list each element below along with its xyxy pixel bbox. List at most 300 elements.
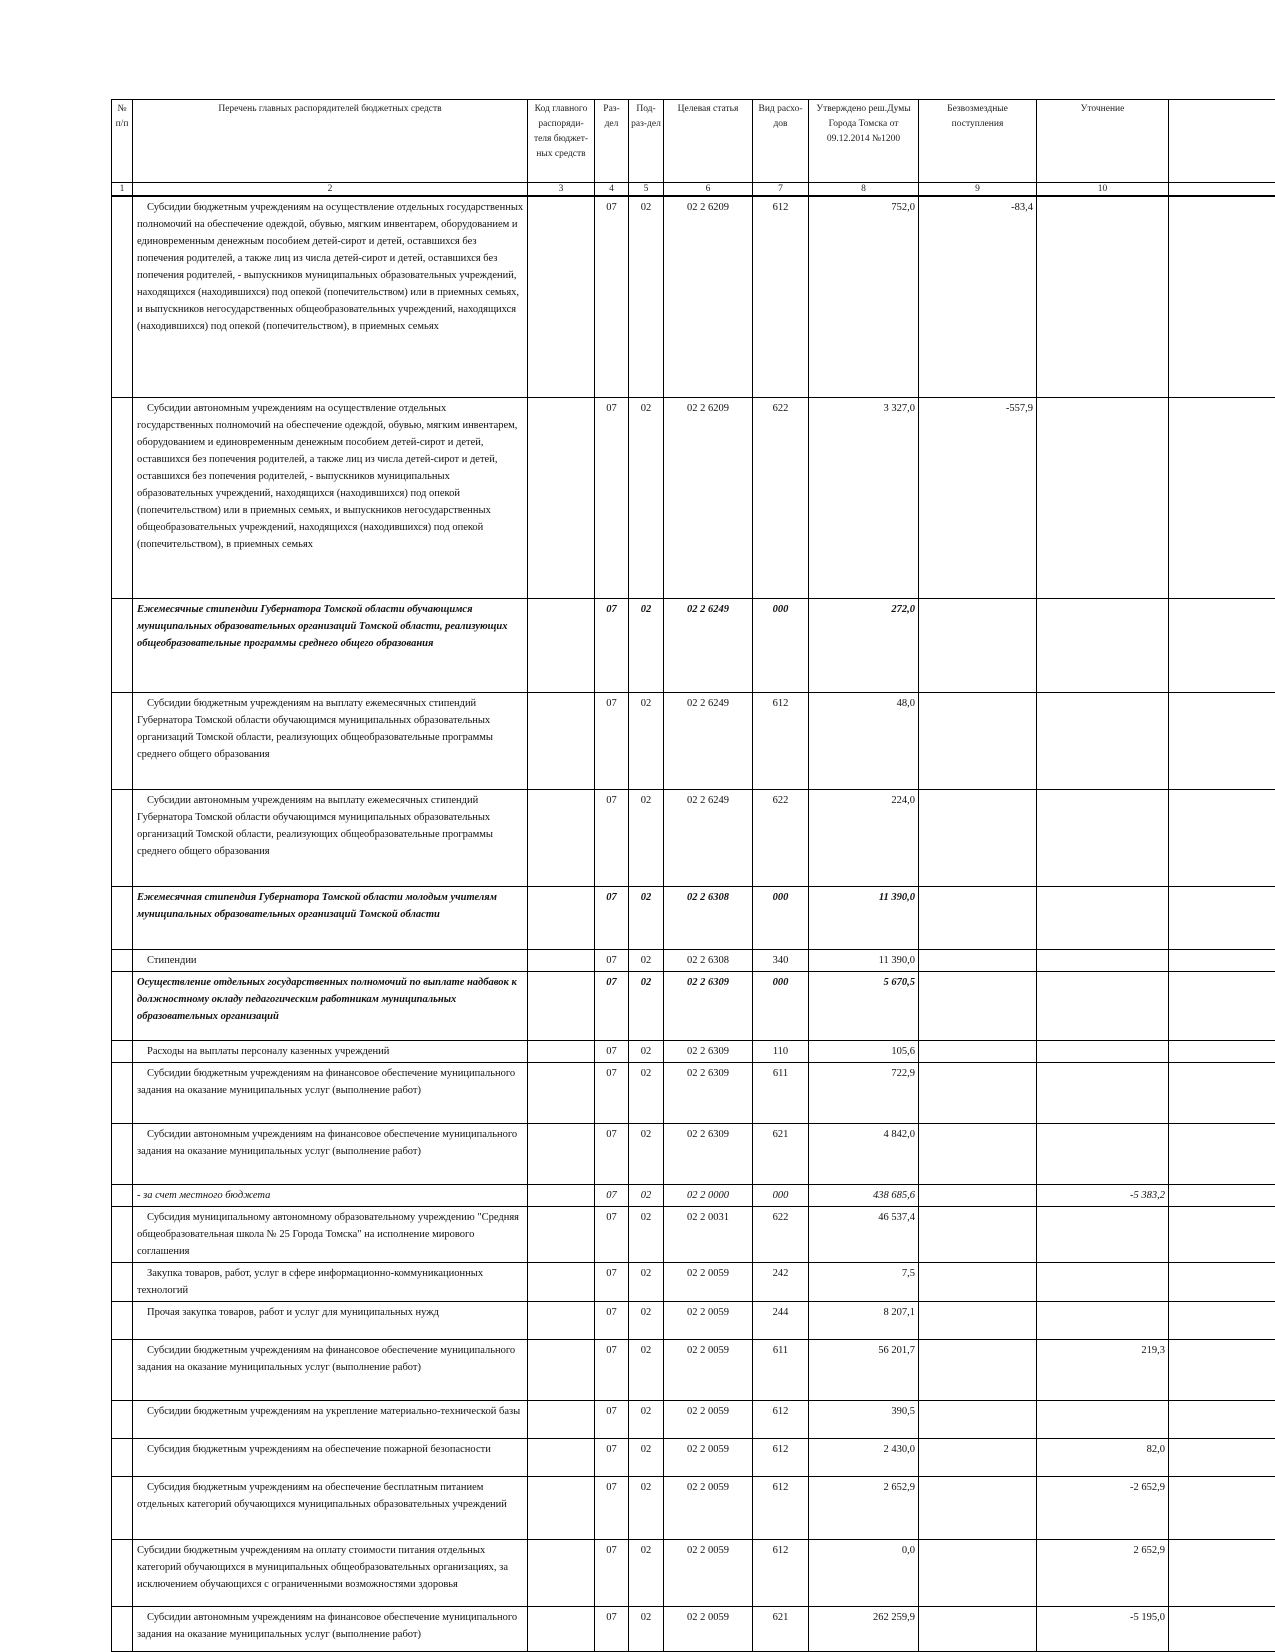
- row-name-cell: [133, 1401, 528, 1439]
- cell-extra: [1169, 1401, 1275, 1439]
- cell-approved: 272,0: [809, 599, 919, 693]
- row-name-text: Ежемесячные стипендии Губернатора Томской области обучающимся муниципальных образовательных организаций Томской области, реализующих общеобразовательные программы среднего общего образования: [137, 601, 524, 652]
- cell-refine: [1037, 1124, 1169, 1185]
- cell-podrazdel: 02: [629, 1401, 664, 1439]
- cell-target: 02 2 0031: [664, 1207, 753, 1263]
- cell-vid: 000: [753, 599, 809, 693]
- cell-razdel: 07: [595, 1439, 629, 1477]
- table-row: [112, 1540, 1275, 1607]
- cell-refine: [1037, 1401, 1169, 1439]
- row-number-cell: [112, 1401, 133, 1439]
- col-num: 1: [112, 183, 133, 197]
- cell-vid: 622: [753, 1207, 809, 1263]
- cell-podrazdel: 02: [629, 1439, 664, 1477]
- cell-razdel: 07: [595, 1041, 629, 1063]
- cell-code: [528, 1124, 595, 1185]
- row-name-text: Субсидии бюджетным учреждениям на осуществление отдельных государственных полномочий на обеспечение одеждой, обувью, мягким инвентарем, оборудованием и единовременным денежным пособием детей-сирот и детей, оставшихся без попечения родителей, а также лиц из числа детей-сирот и детей, оставшихся без попечения родителей, - выпускников муниципальных образовательных учреждений, находящихся (находившихся) под опекой (попечительством) или в приемных семьях, и выпускников негосударственных общеобразовательных учреждений, находящихся (находившихся) под опекой (попечительством), в приемных семьях: [137, 199, 524, 335]
- row-number-cell: [112, 887, 133, 950]
- cell-target: 02 2 0059: [664, 1439, 753, 1477]
- row-name-cell: [133, 1477, 528, 1540]
- cell-approved: 752,0: [809, 196, 919, 398]
- cell-target: 02 2 6309: [664, 972, 753, 1041]
- cell-code: [528, 790, 595, 887]
- row-number-cell: [112, 790, 133, 887]
- cell-podrazdel: 02: [629, 1124, 664, 1185]
- cell-target: 02 2 0059: [664, 1477, 753, 1540]
- cell-razdel: 07: [595, 972, 629, 1041]
- header-vid: Вид расхо-дов: [753, 100, 809, 183]
- cell-refine: [1037, 1302, 1169, 1340]
- cell-code: [528, 972, 595, 1041]
- cell-extra: [1169, 693, 1275, 790]
- cell-approved: 438 685,6: [809, 1185, 919, 1207]
- cell-code: [528, 1401, 595, 1439]
- row-number-cell: [112, 398, 133, 599]
- cell-target: 02 2 6308: [664, 887, 753, 950]
- cell-refine: 82,0: [1037, 1439, 1169, 1477]
- row-name-cell: [133, 1207, 528, 1263]
- table-row: [112, 1263, 1275, 1302]
- row-number-cell: [112, 972, 133, 1041]
- cell-approved: 224,0: [809, 790, 919, 887]
- cell-code: [528, 1540, 595, 1607]
- table-row: [112, 950, 1275, 972]
- row-name-text: Субсидия бюджетным учреждениям на обеспечение бесплатным питанием отдельных категорий обучающихся муниципальных образовательных учреждений: [137, 1479, 524, 1513]
- cell-grants: [919, 972, 1037, 1041]
- cell-podrazdel: 02: [629, 790, 664, 887]
- cell-approved: 4 842,0: [809, 1124, 919, 1185]
- cell-grants: [919, 1207, 1037, 1263]
- header-list: Перечень главных распорядителей бюджетных средств: [133, 100, 528, 183]
- cell-grants: [919, 1124, 1037, 1185]
- cell-grants: [919, 1263, 1037, 1302]
- cell-razdel: 07: [595, 887, 629, 950]
- cell-grants: [919, 1439, 1037, 1477]
- header-approved: Утверждено реш.Думы Города Томска от 09.12.2014 №1200: [809, 100, 919, 183]
- cell-razdel: 07: [595, 1540, 629, 1607]
- table-row: [112, 398, 1275, 599]
- row-name-cell: [133, 1041, 528, 1063]
- row-number-cell: [112, 693, 133, 790]
- header-target: Целевая статья: [664, 100, 753, 183]
- row-number-cell: [112, 950, 133, 972]
- header-number: № п/п: [112, 100, 133, 183]
- header-code: Код главного распоряди-теля бюджет-ных средств: [528, 100, 595, 183]
- cell-refine: -5 195,0: [1037, 1607, 1169, 1652]
- row-number-cell: [112, 1263, 133, 1302]
- cell-target: 02 2 6309: [664, 1041, 753, 1063]
- cell-podrazdel: 02: [629, 1540, 664, 1607]
- col-num: 7: [753, 183, 809, 197]
- row-name-text: Прочая закупка товаров, работ и услуг для муниципальных нужд: [137, 1304, 524, 1321]
- cell-code: [528, 887, 595, 950]
- cell-approved: 2 430,0: [809, 1439, 919, 1477]
- cell-razdel: 07: [595, 1340, 629, 1401]
- cell-razdel: 07: [595, 1063, 629, 1124]
- row-name-text: - за счет местного бюджета: [137, 1187, 524, 1204]
- cell-approved: 262 259,9: [809, 1607, 919, 1652]
- cell-code: [528, 693, 595, 790]
- row-name-text: Осуществление отдельных государственных полномочий по выплате надбавок к должностному окладу педагогическим работникам муниципальных образовательных организаций: [137, 974, 524, 1025]
- cell-approved: 0,0: [809, 1540, 919, 1607]
- cell-extra: [1169, 599, 1275, 693]
- cell-code: [528, 1607, 595, 1652]
- cell-refine: -5 383,2: [1037, 1185, 1169, 1207]
- budget-rows: [112, 196, 1275, 1652]
- cell-razdel: 07: [595, 1124, 629, 1185]
- row-number-cell: [112, 196, 133, 398]
- cell-refine: [1037, 790, 1169, 887]
- cell-vid: 621: [753, 1124, 809, 1185]
- row-name-text: Субсидия муниципальному автономному образовательному учреждению "Средняя общеобразовательная школа № 25 Города Томска" на исполнение мирового соглашения: [137, 1209, 524, 1260]
- cell-podrazdel: 02: [629, 1207, 664, 1263]
- row-name-text: Субсидии автономным учреждениям на финансовое обеспечение муниципального задания на оказание муниципальных услуг (выполнение работ): [137, 1609, 524, 1643]
- cell-podrazdel: 02: [629, 1263, 664, 1302]
- cell-podrazdel: 02: [629, 1063, 664, 1124]
- row-name-cell: [133, 398, 528, 599]
- cell-approved: 390,5: [809, 1401, 919, 1439]
- row-name-text: Расходы на выплаты персоналу казенных учреждений: [137, 1043, 524, 1060]
- cell-razdel: 07: [595, 790, 629, 887]
- cell-extra: [1169, 972, 1275, 1041]
- row-name-cell: [133, 1263, 528, 1302]
- cell-refine: [1037, 887, 1169, 950]
- cell-razdel: 07: [595, 950, 629, 972]
- cell-vid: 612: [753, 1540, 809, 1607]
- cell-approved: 722,9: [809, 1063, 919, 1124]
- row-name-cell: [133, 196, 528, 398]
- cell-vid: 612: [753, 196, 809, 398]
- row-name-text: Субсидии автономным учреждениям на осуществление отдельных государственных полномочий на обеспечение одеждой, обувью, мягким инвентарем, оборудованием и единовременным денежным пособием детей-сирот и детей, оставшихся без попечения родителей, а также лиц из числа детей-сирот и детей, оставшихся без попечения родителей, - выпускников муниципальных образовательных учреждений, находящихся (находившихся) под опекой (попечительством) или в приемных семьях, и выпускников негосударственных общеобразовательных учреждений, находящихся (находившихся) под опекой (попечительством), в приемных семьях: [137, 400, 524, 553]
- row-name-cell: [133, 1302, 528, 1340]
- cell-approved: 105,6: [809, 1041, 919, 1063]
- row-name-text: Субсидии бюджетным учреждениям на финансовое обеспечение муниципального задания на оказание муниципальных услуг (выполнение работ): [137, 1342, 524, 1376]
- cell-vid: 611: [753, 1063, 809, 1124]
- cell-grants: [919, 1063, 1037, 1124]
- row-name-text: Субсидии бюджетным учреждениям на выплату ежемесячных стипендий Губернатора Томской области обучающимся муниципальных образовательных организаций Томской области, реализующих общеобразовательные программы среднего общего образования: [137, 695, 524, 763]
- cell-grants: -83,4: [919, 196, 1037, 398]
- cell-refine: [1037, 1263, 1169, 1302]
- cell-refine: 219,3: [1037, 1340, 1169, 1401]
- cell-grants: [919, 1340, 1037, 1401]
- cell-grants: [919, 887, 1037, 950]
- row-name-text: Субсидии бюджетным учреждениям на финансовое обеспечение муниципального задания на оказание муниципальных услуг (выполнение работ): [137, 1065, 524, 1099]
- cell-target: 02 2 6249: [664, 693, 753, 790]
- col-num: 3: [528, 183, 595, 197]
- cell-grants: [919, 1607, 1037, 1652]
- cell-vid: 622: [753, 790, 809, 887]
- cell-target: 02 2 6309: [664, 1124, 753, 1185]
- cell-vid: 612: [753, 693, 809, 790]
- cell-grants: [919, 950, 1037, 972]
- cell-podrazdel: 02: [629, 887, 664, 950]
- cell-razdel: 07: [595, 1185, 629, 1207]
- cell-code: [528, 1207, 595, 1263]
- table-row: [112, 887, 1275, 950]
- cell-vid: 621: [753, 1607, 809, 1652]
- cell-vid: 340: [753, 950, 809, 972]
- table-row: [112, 1302, 1275, 1340]
- col-num: 8: [809, 183, 919, 197]
- row-number-cell: [112, 599, 133, 693]
- row-name-cell: [133, 1124, 528, 1185]
- cell-approved: 11 390,0: [809, 887, 919, 950]
- cell-grants: [919, 790, 1037, 887]
- cell-podrazdel: 02: [629, 1185, 664, 1207]
- cell-approved: 46 537,4: [809, 1207, 919, 1263]
- cell-podrazdel: 02: [629, 398, 664, 599]
- cell-vid: 612: [753, 1439, 809, 1477]
- cell-refine: [1037, 196, 1169, 398]
- cell-razdel: 07: [595, 398, 629, 599]
- cell-extra: [1169, 1185, 1275, 1207]
- row-number-cell: [112, 1207, 133, 1263]
- cell-grants: [919, 1540, 1037, 1607]
- row-name-cell: [133, 1439, 528, 1477]
- cell-podrazdel: 02: [629, 1340, 664, 1401]
- cell-refine: [1037, 950, 1169, 972]
- cell-code: [528, 1185, 595, 1207]
- row-number-cell: [112, 1477, 133, 1540]
- cell-grants: [919, 1041, 1037, 1063]
- cell-extra: [1169, 887, 1275, 950]
- cell-razdel: 07: [595, 1302, 629, 1340]
- row-name-text: Субсидии автономным учреждениям на финансовое обеспечение муниципального задания на оказание муниципальных услуг (выполнение работ): [137, 1126, 524, 1160]
- cell-grants: [919, 693, 1037, 790]
- cell-target: 02 2 6309: [664, 1063, 753, 1124]
- col-num: 6: [664, 183, 753, 197]
- cell-code: [528, 1477, 595, 1540]
- col-num-extra: [1169, 183, 1275, 197]
- row-name-cell: [133, 1607, 528, 1652]
- cell-extra: [1169, 1041, 1275, 1063]
- row-name-cell: [133, 972, 528, 1041]
- cell-target: 02 2 6249: [664, 790, 753, 887]
- cell-vid: 000: [753, 972, 809, 1041]
- cell-podrazdel: 02: [629, 1607, 664, 1652]
- cell-vid: 000: [753, 1185, 809, 1207]
- header-podrazdel: Под-раз-дел: [629, 100, 664, 183]
- cell-podrazdel: 02: [629, 599, 664, 693]
- cell-code: [528, 1302, 595, 1340]
- cell-extra: [1169, 1207, 1275, 1263]
- cell-razdel: 07: [595, 1263, 629, 1302]
- row-number-cell: [112, 1063, 133, 1124]
- cell-refine: [1037, 1041, 1169, 1063]
- cell-code: [528, 398, 595, 599]
- cell-extra: [1169, 1263, 1275, 1302]
- row-name-text: Субсидии бюджетным учреждениям на оплату стоимости питания отдельных категорий обучающихся в муниципальных общеобразовательных организациях, за исключением обучающихся с ограниченными возможностями здоровья: [137, 1542, 524, 1593]
- cell-refine: 2 652,9: [1037, 1540, 1169, 1607]
- table-row: [112, 1041, 1275, 1063]
- cell-target: 02 2 0059: [664, 1340, 753, 1401]
- cell-razdel: 07: [595, 1477, 629, 1540]
- table-row: [112, 1124, 1275, 1185]
- cell-podrazdel: 02: [629, 1477, 664, 1540]
- cell-podrazdel: 02: [629, 693, 664, 790]
- header-grants: Безвозмездные поступления: [919, 100, 1037, 183]
- cell-refine: [1037, 972, 1169, 1041]
- cell-target: 02 2 6308: [664, 950, 753, 972]
- budget-table: [111, 99, 1275, 1652]
- cell-code: [528, 196, 595, 398]
- row-name-text: Ежемесячная стипендия Губернатора Томской области молодым учителям муниципальных образовательных организаций Томской области: [137, 889, 524, 923]
- cell-grants: [919, 1477, 1037, 1540]
- cell-extra: [1169, 950, 1275, 972]
- table-row: [112, 1340, 1275, 1401]
- cell-code: [528, 1340, 595, 1401]
- cell-podrazdel: 02: [629, 196, 664, 398]
- cell-target: 02 2 0059: [664, 1302, 753, 1340]
- cell-refine: [1037, 1063, 1169, 1124]
- row-name-cell: [133, 790, 528, 887]
- cell-target: 02 2 0000: [664, 1185, 753, 1207]
- row-name-cell: [133, 1340, 528, 1401]
- table-row: [112, 972, 1275, 1041]
- cell-grants: [919, 1302, 1037, 1340]
- cell-target: 02 2 6249: [664, 599, 753, 693]
- table-row: [112, 1063, 1275, 1124]
- row-number-cell: [112, 1607, 133, 1652]
- cell-razdel: 07: [595, 1207, 629, 1263]
- cell-target: 02 2 0059: [664, 1401, 753, 1439]
- cell-refine: [1037, 599, 1169, 693]
- row-number-cell: [112, 1185, 133, 1207]
- table-row: [112, 1477, 1275, 1540]
- cell-razdel: 07: [595, 599, 629, 693]
- col-num: 2: [133, 183, 528, 197]
- row-name-text: Закупка товаров, работ, услуг в сфере информационно-коммуникационных технологий: [137, 1265, 524, 1299]
- cell-vid: 612: [753, 1477, 809, 1540]
- header-row: [112, 100, 1275, 183]
- cell-refine: [1037, 398, 1169, 599]
- cell-podrazdel: 02: [629, 1041, 664, 1063]
- cell-code: [528, 1439, 595, 1477]
- cell-refine: [1037, 693, 1169, 790]
- row-name-cell: [133, 1185, 528, 1207]
- cell-razdel: 07: [595, 693, 629, 790]
- cell-extra: [1169, 790, 1275, 887]
- cell-podrazdel: 02: [629, 1302, 664, 1340]
- cell-target: 02 2 0059: [664, 1263, 753, 1302]
- cell-grants: [919, 599, 1037, 693]
- row-name-text: Стипендии: [137, 952, 524, 969]
- cell-vid: 110: [753, 1041, 809, 1063]
- col-num: 4: [595, 183, 629, 197]
- table-row: [112, 1185, 1275, 1207]
- cell-approved: 56 201,7: [809, 1340, 919, 1401]
- table-row: [112, 599, 1275, 693]
- row-number-cell: [112, 1540, 133, 1607]
- cell-extra: [1169, 1063, 1275, 1124]
- cell-target: 02 2 6209: [664, 196, 753, 398]
- cell-target: 02 2 0059: [664, 1540, 753, 1607]
- table-row: [112, 1439, 1275, 1477]
- cell-vid: 244: [753, 1302, 809, 1340]
- cell-extra: [1169, 1439, 1275, 1477]
- row-number-cell: [112, 1439, 133, 1477]
- cell-approved: 8 207,1: [809, 1302, 919, 1340]
- row-number-cell: [112, 1124, 133, 1185]
- row-name-text: Субсидии автономным учреждениям на выплату ежемесячных стипендий Губернатора Томской области обучающимся муниципальных образовательных организаций Томской области, реализующих общеобразовательные программы среднего общего образования: [137, 792, 524, 860]
- row-name-cell: [133, 1540, 528, 1607]
- row-number-cell: [112, 1041, 133, 1063]
- cell-target: 02 2 6209: [664, 398, 753, 599]
- cell-approved: 5 670,5: [809, 972, 919, 1041]
- row-number-cell: [112, 1302, 133, 1340]
- cell-code: [528, 599, 595, 693]
- cell-vid: 242: [753, 1263, 809, 1302]
- row-name-cell: [133, 950, 528, 972]
- cell-approved: 48,0: [809, 693, 919, 790]
- row-number-cell: [112, 1340, 133, 1401]
- cell-razdel: 07: [595, 1401, 629, 1439]
- table-row: [112, 693, 1275, 790]
- cell-vid: 612: [753, 1401, 809, 1439]
- cell-code: [528, 950, 595, 972]
- cell-extra: [1169, 1124, 1275, 1185]
- column-number-row: [112, 183, 1275, 197]
- table-row: [112, 790, 1275, 887]
- cell-grants: [919, 1401, 1037, 1439]
- header-extra: [1169, 100, 1275, 183]
- cell-refine: -2 652,9: [1037, 1477, 1169, 1540]
- cell-extra: [1169, 1540, 1275, 1607]
- col-num: 5: [629, 183, 664, 197]
- cell-extra: [1169, 1477, 1275, 1540]
- col-num: 10: [1037, 183, 1169, 197]
- header-razdel: Раз-дел: [595, 100, 629, 183]
- cell-vid: 622: [753, 398, 809, 599]
- cell-approved: 7,5: [809, 1263, 919, 1302]
- budget-sheet: [111, 99, 1275, 1652]
- row-name-cell: [133, 693, 528, 790]
- cell-approved: 3 327,0: [809, 398, 919, 599]
- cell-code: [528, 1041, 595, 1063]
- table-row: [112, 1607, 1275, 1652]
- header-refine: Уточнение: [1037, 100, 1169, 183]
- row-name-cell: [133, 887, 528, 950]
- row-name-cell: [133, 1063, 528, 1124]
- row-name-text: Субсидии бюджетным учреждениям на укрепление материально-технической базы: [137, 1403, 524, 1420]
- cell-approved: 2 652,9: [809, 1477, 919, 1540]
- cell-podrazdel: 02: [629, 950, 664, 972]
- table-row: [112, 1207, 1275, 1263]
- cell-extra: [1169, 1607, 1275, 1652]
- cell-razdel: 07: [595, 1607, 629, 1652]
- cell-grants: -557,9: [919, 398, 1037, 599]
- cell-razdel: 07: [595, 196, 629, 398]
- cell-vid: 000: [753, 887, 809, 950]
- cell-approved: 11 390,0: [809, 950, 919, 972]
- cell-podrazdel: 02: [629, 972, 664, 1041]
- cell-refine: [1037, 1207, 1169, 1263]
- cell-extra: [1169, 398, 1275, 599]
- cell-target: 02 2 0059: [664, 1607, 753, 1652]
- cell-grants: [919, 1185, 1037, 1207]
- table-row: [112, 196, 1275, 398]
- cell-code: [528, 1263, 595, 1302]
- cell-code: [528, 1063, 595, 1124]
- cell-extra: [1169, 1302, 1275, 1340]
- table-row: [112, 1401, 1275, 1439]
- row-name-cell: [133, 599, 528, 693]
- col-num: 9: [919, 183, 1037, 197]
- cell-extra: [1169, 1340, 1275, 1401]
- cell-extra: [1169, 196, 1275, 398]
- cell-vid: 611: [753, 1340, 809, 1401]
- row-name-text: Субсидия бюджетным учреждениям на обеспечение пожарной безопасности: [137, 1441, 524, 1458]
